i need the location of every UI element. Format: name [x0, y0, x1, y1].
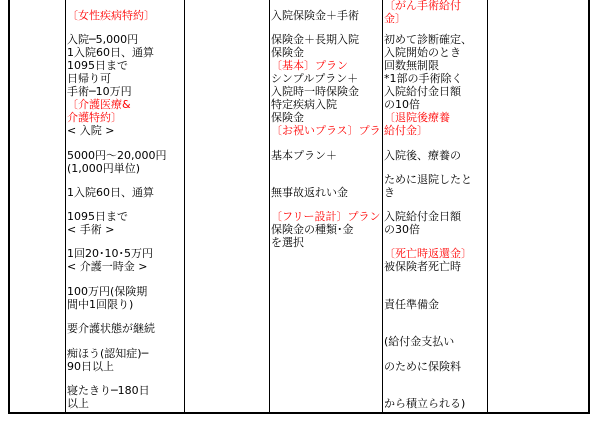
cell-line: 寝たきり─180日: [67, 384, 150, 397]
cell-line: < 入院 >: [67, 124, 115, 137]
cell-line: 保険金: [271, 111, 304, 124]
cell-line: 金〕: [384, 12, 406, 25]
cell-line: き: [384, 186, 395, 199]
cell-line: 間中1回限り): [67, 298, 134, 311]
cell-line: < 介護一時金 >: [67, 260, 148, 273]
cell-line: 〔お祝いプラス〕プラ: [271, 124, 381, 137]
cell-line: 入院給付金日額: [384, 85, 461, 98]
cell-line: 介護特約〕: [67, 111, 122, 124]
cell-line: < 手術 >: [67, 223, 115, 236]
cell-line: 1入院60日、通算: [67, 46, 154, 59]
cell-line: 1入院60日、通算: [67, 186, 154, 199]
column-divider: [65, 0, 66, 412]
cell-line: (1,000円単位): [67, 162, 141, 175]
cell-line: 基本プラン＋: [271, 149, 337, 162]
table-cell-empty: [488, 0, 588, 412]
cell-line: 1回20･10･5万円: [67, 247, 153, 260]
cell-line: のために保険料: [384, 360, 461, 373]
table-cell-women-disease-rider: [67, 0, 184, 412]
cell-line: 入院─5,000円: [67, 33, 139, 46]
cell-line: 入院給付金日額: [384, 210, 461, 223]
cell-line: 要介護状態が継続: [67, 322, 155, 335]
table-cell-plans: [271, 0, 382, 412]
cell-line: 無事故返れい金: [271, 186, 348, 199]
cell-line: 被保険者死亡時: [384, 260, 461, 273]
benefits-table: [8, 0, 590, 414]
cell-line: 入院開始のとき: [384, 46, 461, 59]
table-cell-empty: [185, 0, 269, 412]
cell-line: の30倍: [384, 223, 420, 236]
cell-line: 入院保険金＋手術: [271, 9, 359, 22]
cell-line: 日帰り可: [67, 72, 111, 85]
cell-line: 〔女性疾病特約〕: [67, 9, 155, 22]
cell-line: 〔死亡時返還金〕: [384, 247, 472, 260]
cell-line: 特定疾病入院: [271, 98, 337, 111]
cell-line: 1095日まで: [67, 59, 128, 72]
column-divider: [382, 0, 383, 412]
cell-line: 保険金＋長期入院: [271, 33, 359, 46]
cell-line: 給付金〕: [384, 124, 428, 137]
cell-line: 5000円～20,000円: [67, 149, 167, 162]
cell-line: 初めて診断確定、: [384, 33, 472, 46]
cell-line: 保険金の種類･金: [271, 223, 354, 236]
table-cell-cancer-benefits: [384, 0, 487, 412]
cell-line: 〔退院後療養: [384, 111, 450, 124]
cell-line: (給付金支払い: [384, 335, 455, 348]
cell-line: 100万円(保険期: [67, 285, 148, 298]
table-cell-empty: [10, 0, 65, 412]
cell-line: を選択: [271, 236, 304, 249]
cell-line: 保険金: [271, 46, 304, 59]
cell-line: 〔がん手術給付: [384, 0, 461, 12]
cell-line: 〔基本〕プラン: [271, 59, 348, 72]
cell-line: から積立られる): [384, 397, 466, 410]
cell-line: 痴ほう(認知症)─: [67, 347, 149, 360]
cell-line: 以上: [67, 397, 89, 410]
cell-line: 回数無制限: [384, 59, 439, 72]
cell-line: *1部の手術除く: [384, 72, 463, 85]
cell-line: の10倍: [384, 98, 420, 111]
cell-line: 責任準備金: [384, 298, 439, 311]
cell-line: 入院後、療養の: [384, 149, 461, 162]
cell-line: 1095日まで: [67, 210, 128, 223]
cell-line: 〔フリー設計〕プラン: [271, 210, 381, 223]
cell-line: シンプルプラン＋: [271, 72, 359, 85]
cell-line: ために退院したと: [384, 173, 472, 186]
cell-line: 90日以上: [67, 360, 114, 373]
cell-line: 入院時一時保険金: [271, 85, 359, 98]
column-divider: [269, 0, 270, 412]
cell-line: 〔介護医療&: [67, 98, 131, 111]
cell-line: 手術─10万円: [67, 85, 132, 98]
